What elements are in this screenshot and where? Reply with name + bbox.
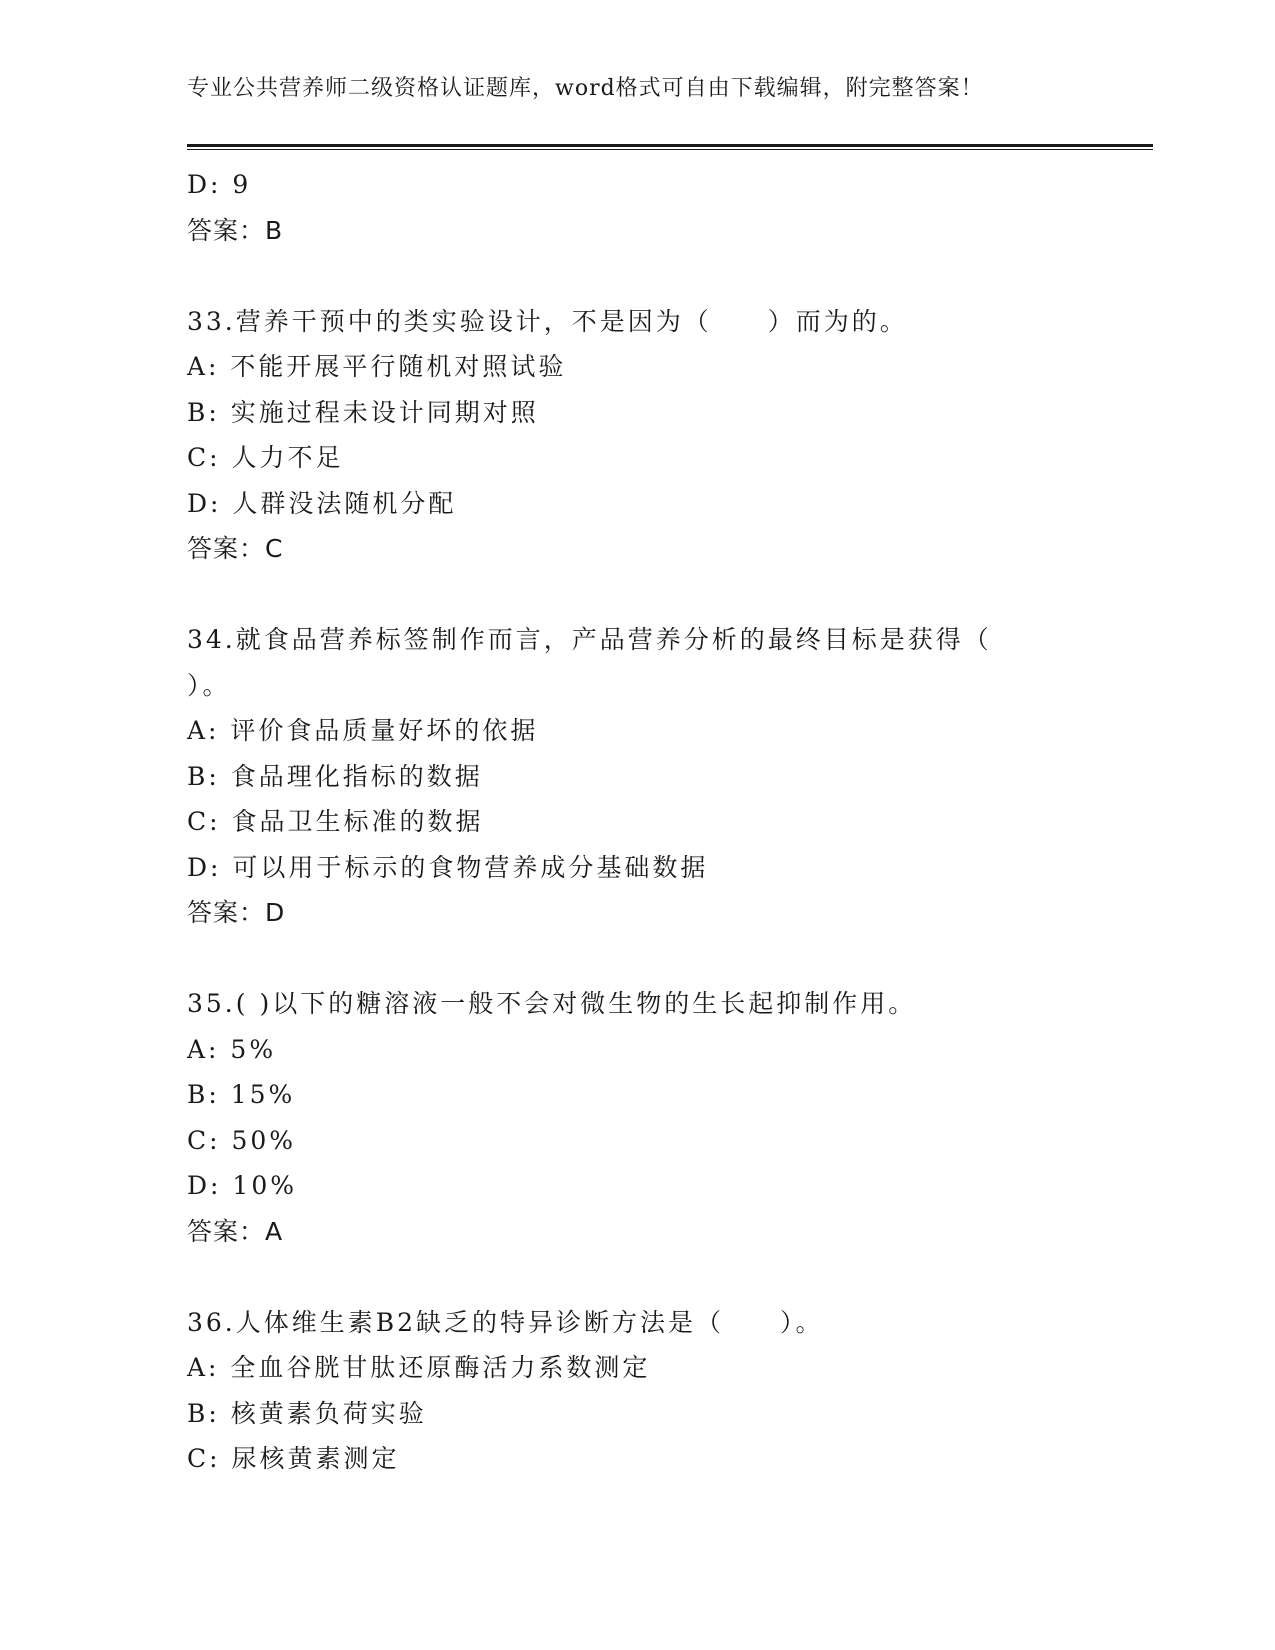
page-header: 专业公共营养师二级资格认证题库，word格式可自由下载编辑，附完整答案！	[187, 76, 984, 101]
option-a: A: 5%	[187, 1034, 277, 1064]
question-content	[187, 162, 1067, 1482]
option-a: A: 不能开展平行随机对照试验	[187, 352, 567, 381]
question-33	[187, 299, 1067, 572]
option-b: B: 食品理化指标的数据	[187, 761, 483, 791]
question-34	[187, 617, 1067, 936]
option-d: D: 可以用于标示的食物营养成分基础数据	[187, 852, 709, 882]
question-stem: 33.营养干预中的类实验设计，不是因为（ ）而为的。	[187, 306, 908, 336]
option-d: D: 人群没法随机分配	[187, 488, 457, 518]
option-c: C: 食品卫生标准的数据	[187, 807, 484, 836]
option-b: B: 核黄素负荷实验	[187, 1398, 427, 1428]
option-b: B: 实施过程未设计同期对照	[187, 397, 539, 427]
question-36	[187, 1300, 1067, 1482]
option-a: A: 评价食品质量好坏的依据	[187, 716, 539, 745]
answer-line: 答案：C	[187, 534, 284, 563]
answer-line: 答案：B	[187, 215, 284, 245]
spacer	[187, 253, 1067, 299]
header-divider-thin	[187, 149, 1153, 150]
option-c: C: 尿核黄素测定	[187, 1444, 400, 1473]
header-divider-thick	[187, 144, 1153, 147]
option-b: B: 15%	[187, 1080, 296, 1109]
option-c: C: 人力不足	[187, 443, 344, 472]
question-stem: 36.人体维生素B2缺乏的特异诊断方法是（ ）。	[187, 1307, 824, 1337]
option-a: A: 全血谷胱甘肽还原酶活力系数测定	[187, 1353, 651, 1382]
answer-line: 答案：D	[187, 898, 286, 927]
spacer	[187, 572, 1067, 618]
answer-line: 答案：A	[187, 1216, 284, 1246]
question-stem-continued: ）。	[187, 670, 231, 700]
question-stem: 35.( )以下的糖溶液一般不会对微生物的生长起抑制作用。	[187, 989, 917, 1018]
spacer	[187, 936, 1067, 982]
question-35	[187, 981, 1067, 1254]
question-stem: 34.就食品营养标签制作而言，产品营养分析的最终目标是获得（	[187, 625, 992, 654]
option-c: C: 50%	[187, 1125, 297, 1155]
option-d: D: 9	[187, 170, 252, 199]
spacer	[187, 1254, 1067, 1300]
option-d: D: 10%	[187, 1171, 297, 1200]
